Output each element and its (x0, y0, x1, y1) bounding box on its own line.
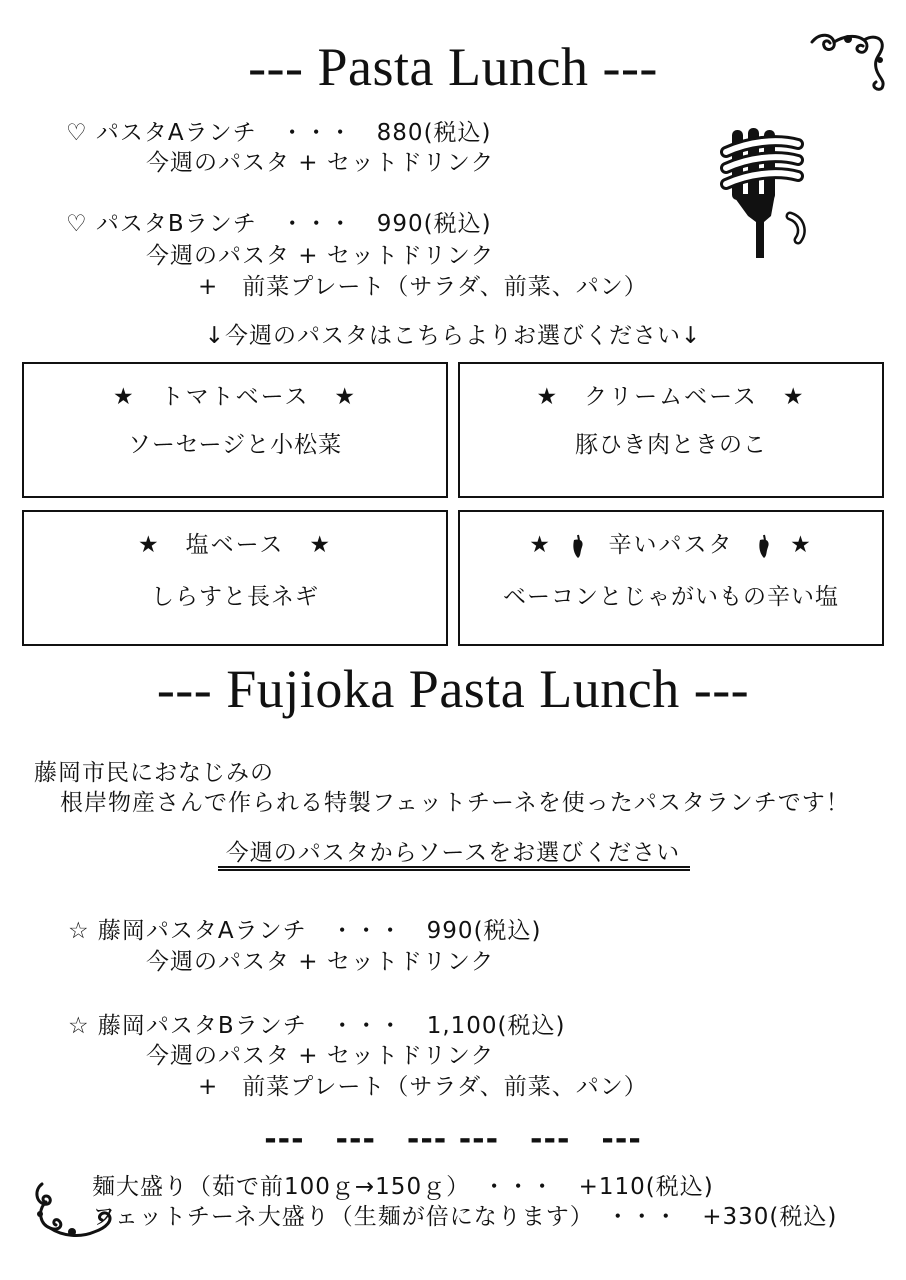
pasta-b-desc: 今週のパスタ + セットドリンク (146, 243, 495, 269)
chili-pepper-icon (569, 533, 587, 559)
pasta-a-desc: 今週のパスタ + セットドリンク (146, 150, 495, 176)
base-heading: ★ 塩ベース ★ (137, 532, 333, 558)
fujioka-intro-2: 根岸物産さんで作られる特製フェットチーネを使ったパスタランチです！ (60, 790, 850, 816)
base-dish: ソーセージと小松菜 (127, 432, 343, 458)
spicy-heading: 辛いパスタ (608, 532, 734, 558)
salt-base-box (22, 510, 448, 646)
pasta-a-name: ♡ パスタAランチ ・・・ 880(税込) (66, 120, 492, 146)
fujioka-a-desc: 今週のパスタ + セットドリンク (146, 949, 495, 975)
separator: --- --- --- --- --- --- (264, 1122, 642, 1157)
base-dish: ベーコンとじゃがいもの辛い塩 (503, 584, 839, 610)
base-dish: 豚ひき肉ときのこ (575, 432, 767, 458)
fujioka-title: --- Fujioka Pasta Lunch --- (156, 659, 750, 719)
pasta-lunch-title: --- Pasta Lunch --- (248, 37, 658, 97)
pasta-b-extra: + 前菜プレート（サラダ、前菜、パン） (198, 274, 648, 300)
cream-base-box (458, 362, 884, 498)
chili-pepper-icon (755, 533, 773, 559)
fujioka-a-name: ☆ 藤岡パスタAランチ ・・・ 990(税込) (68, 918, 542, 944)
base-dish: しらすと長ネギ (151, 584, 319, 610)
double-underline (218, 866, 690, 871)
star-right: ★ (790, 532, 813, 558)
option-noodle-large: 麺大盛り（茹で前100ｇ→150ｇ） ・・・ +110(税込) (92, 1174, 714, 1200)
choose-pasta-note: ↓今週のパスタはこちらよりお選びください↓ (204, 323, 702, 349)
pasta-b-name: ♡ パスタBランチ ・・・ 990(税込) (66, 211, 492, 237)
base-heading: ★ トマトベース ★ (112, 384, 358, 410)
fujioka-b-extra: + 前菜プレート（サラダ、前菜、パン） (198, 1074, 648, 1100)
spicy-pasta-box (458, 510, 884, 646)
tomato-base-box (22, 362, 448, 498)
base-heading (460, 526, 882, 559)
option-fettuccine-large: フェットチーネ大盛り（生麺が倍になります） ・・・ +330(税込) (92, 1204, 838, 1230)
star-left: ★ (529, 532, 552, 558)
fujioka-intro-1: 藤岡市民におなじみの (34, 760, 274, 786)
base-heading: ★ クリームベース ★ (536, 384, 806, 410)
fujioka-b-desc: 今週のパスタ + セットドリンク (146, 1043, 495, 1069)
choose-sauce-note: 今週のパスタからソースをお選びください (225, 840, 681, 866)
fujioka-b-name: ☆ 藤岡パスタBランチ ・・・ 1,100(税込) (68, 1013, 566, 1039)
fork-with-pasta-icon (718, 124, 808, 264)
